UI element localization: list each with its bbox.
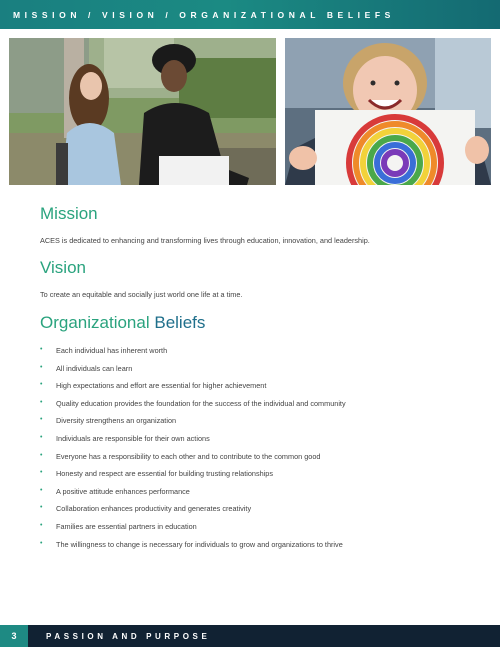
bullet-icon: • (40, 521, 43, 529)
belief-item (40, 381, 346, 399)
child-rainbow-drawing-photo (285, 38, 491, 185)
belief-text: A positive attitude enhances performance (56, 486, 190, 496)
belief-text: Individuals are responsible for their own actions (56, 433, 210, 443)
belief-text: Collaboration enhances productivity and generates creativity (56, 504, 252, 514)
page-number: 3 (0, 625, 28, 647)
belief-text: The willingness to change is necessary for individuals to grow and organizations to thrive (56, 539, 343, 549)
footer-bar (0, 625, 500, 647)
belief-text: Honesty and respect are essential for building trusting relationships (56, 469, 274, 479)
belief-item (40, 487, 346, 505)
belief-item (40, 504, 346, 522)
belief-item (40, 452, 346, 470)
belief-item (40, 399, 346, 417)
bullet-icon: • (40, 416, 43, 424)
belief-item (40, 364, 346, 382)
bullet-icon: • (40, 346, 43, 353)
belief-item (40, 522, 346, 540)
beliefs-list (40, 346, 346, 557)
bullet-icon: • (40, 451, 43, 459)
vision-text: To create an equitable and socially just world one life at a time. (40, 290, 243, 299)
belief-item (40, 434, 346, 452)
belief-text: Families are essential partners in education (56, 521, 197, 531)
beliefs-heading (40, 313, 205, 333)
bullet-icon: • (40, 504, 43, 512)
bullet-icon: • (40, 539, 43, 547)
vision-heading: Vision (40, 258, 86, 277)
belief-item (40, 540, 346, 558)
beliefs-heading-part2: Beliefs (154, 313, 206, 332)
bullet-icon: • (40, 433, 43, 441)
bullet-icon: • (40, 469, 43, 477)
beliefs-heading-part1: Organizational (40, 313, 150, 332)
mission-text: ACES is dedicated to enhancing and transforming lives through education, innovation, and leadership. (40, 236, 370, 245)
footer-text: PASSION AND PURPOSE (46, 631, 211, 641)
belief-item (40, 469, 346, 487)
belief-text: Diversity strengthens an organization (56, 416, 177, 426)
bullet-icon: • (40, 381, 43, 389)
belief-text: High expectations and effort are essential for higher achievement (56, 381, 267, 391)
belief-text: Quality education provides the foundation for the success of the individual and community (56, 398, 346, 408)
top-banner (0, 0, 500, 29)
belief-text: Each individual has inherent worth (56, 346, 168, 355)
belief-item (40, 416, 346, 434)
bullet-icon: • (40, 398, 43, 406)
banner-title: MISSION / VISION / ORGANIZATIONAL BELIEFS (13, 9, 395, 20)
bullet-icon: • (40, 363, 43, 371)
belief-item (40, 346, 346, 364)
belief-text: Everyone has a responsibility to each other and to contribute to the common good (56, 451, 321, 461)
students-outdoors-photo (9, 38, 276, 185)
mission-heading: Mission (40, 204, 98, 223)
belief-text: All individuals can learn (56, 363, 133, 373)
bullet-icon: • (40, 486, 43, 494)
